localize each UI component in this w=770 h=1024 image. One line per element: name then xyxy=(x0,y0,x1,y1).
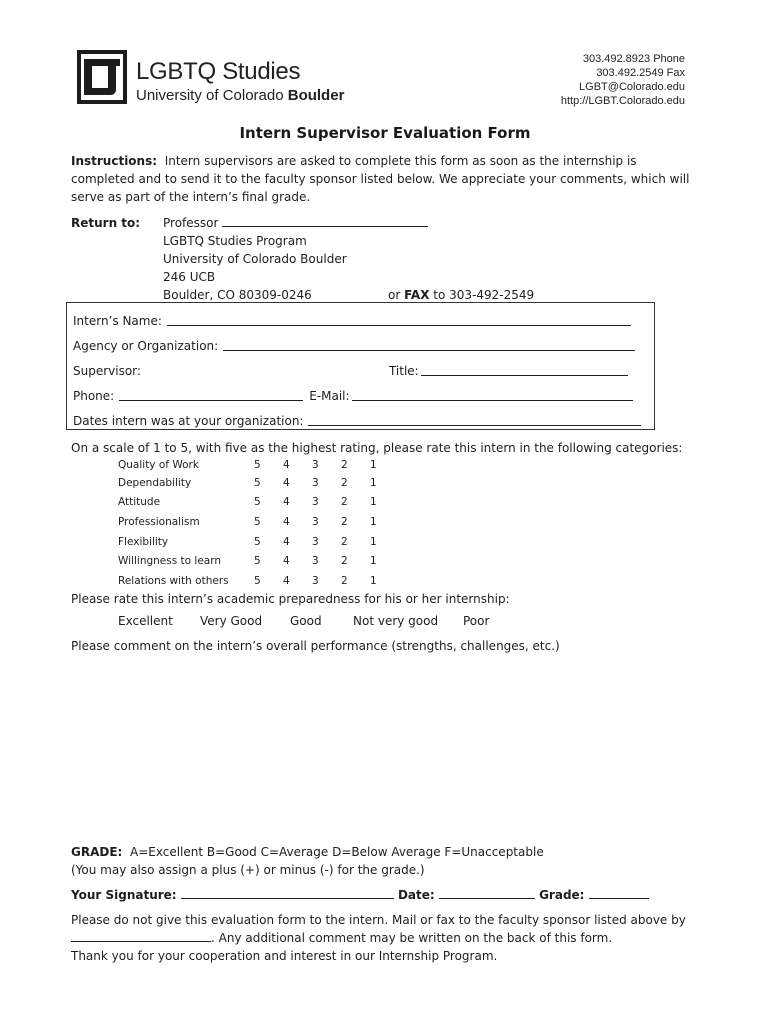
option-very-good[interactable]: Very Good xyxy=(200,614,263,628)
cu-logo-icon xyxy=(76,49,128,105)
option-poor[interactable]: Poor xyxy=(463,614,490,628)
rating-option[interactable]: 3 xyxy=(312,536,319,548)
dates-field[interactable] xyxy=(308,424,641,426)
rating-option[interactable]: 4 xyxy=(283,459,290,471)
rating-option[interactable]: 1 xyxy=(370,536,377,548)
rating-row xyxy=(118,493,399,511)
rating-category-label: Flexibility xyxy=(118,536,169,548)
rating-row xyxy=(118,552,399,570)
rating-option[interactable]: 5 xyxy=(254,459,261,471)
fax-note: or FAX to 303-492-2549 xyxy=(388,288,535,302)
rating-row xyxy=(118,533,399,551)
supervisor-row: Supervisor: Title: xyxy=(73,362,628,380)
preparedness-prompt: Please rate this intern’s academic preparedness for his or her internship: xyxy=(71,592,510,606)
contact-email[interactable]: LGBT@Colorado.edu xyxy=(579,81,685,93)
signature-row: Your Signature: Date: Grade: xyxy=(71,886,649,904)
date-field[interactable] xyxy=(439,887,535,899)
rating-option[interactable]: 5 xyxy=(254,516,261,528)
form-title: Intern Supervisor Evaluation Form xyxy=(239,124,531,142)
rating-option[interactable]: 2 xyxy=(341,575,348,587)
rating-option[interactable]: 4 xyxy=(283,496,290,508)
rating-row xyxy=(118,572,399,590)
rating-option[interactable]: 1 xyxy=(370,477,377,489)
rating-option[interactable]: 3 xyxy=(312,575,319,587)
rating-option[interactable]: 5 xyxy=(254,477,261,489)
professor-blank[interactable] xyxy=(222,215,428,227)
rating-option[interactable]: 4 xyxy=(283,516,290,528)
intern-name-row: Intern’s Name: xyxy=(73,312,631,330)
phone-row: Phone: E-Mail: xyxy=(73,387,633,405)
agency-row: Agency or Organization: xyxy=(73,337,635,355)
grade-note: (You may also assign a plus (+) or minus (-) for the grade.) xyxy=(71,863,425,877)
option-good[interactable]: Good xyxy=(290,614,322,628)
intern-info-box xyxy=(66,302,655,430)
contact-website[interactable]: http://LGBT.Colorado.edu xyxy=(560,95,685,107)
title-field[interactable] xyxy=(421,374,628,376)
rating-option[interactable]: 2 xyxy=(341,516,348,528)
rating-option[interactable]: 3 xyxy=(312,496,319,508)
rating-option[interactable]: 2 xyxy=(341,459,348,471)
option-excellent[interactable]: Excellent xyxy=(118,614,173,628)
contact-fax: 303.492.2549 Fax xyxy=(596,67,685,79)
rating-option[interactable]: 3 xyxy=(312,516,319,528)
return-address: Professor LGBTQ Studies Program University of Colorado Boulder 246 UCB Boulder, CO 80309-0246 xyxy=(163,214,428,304)
preparedness-options xyxy=(118,612,489,630)
rating-option[interactable]: 4 xyxy=(283,575,290,587)
rating-option[interactable]: 5 xyxy=(254,496,261,508)
grade-scale: GRADE: A=Excellent B=Good C=Average D=Below Average F=Unacceptable xyxy=(71,845,544,859)
rating-option[interactable]: 3 xyxy=(312,459,319,471)
rating-row xyxy=(118,513,399,531)
rating-option[interactable]: 5 xyxy=(254,536,261,548)
closing-text: Please do not give this evaluation form to the intern. Mail or fax to the faculty sponsor listed above by . Any additional comment may be written on the back of this form. Thank you for your cooperation and interest in our Internship Program. xyxy=(71,913,686,963)
rating-option[interactable]: 1 xyxy=(370,575,377,587)
rating-option[interactable]: 2 xyxy=(341,536,348,548)
intern-name-field[interactable] xyxy=(167,324,631,326)
rating-option[interactable]: 2 xyxy=(341,496,348,508)
rating-option[interactable]: 1 xyxy=(370,516,377,528)
phone-field[interactable] xyxy=(119,399,303,401)
rating-option[interactable]: 1 xyxy=(370,555,377,567)
rating-category-label: Quality of Work xyxy=(118,459,199,471)
instructions: Instructions: Intern supervisors are asked to complete this form as soon as the internship is completed and to send it to the faculty sponsor listed below. We appreciate your comments, which will serve as part of the intern’s final grade. xyxy=(71,154,690,204)
rating-row xyxy=(118,474,399,492)
professor-label: Professor xyxy=(163,216,219,230)
comment-area[interactable] xyxy=(71,662,701,832)
comment-prompt: Please comment on the intern’s overall performance (strengths, challenges, etc.) xyxy=(71,639,560,653)
rating-option[interactable]: 2 xyxy=(341,477,348,489)
logo-title: LGBTQ Studies xyxy=(136,58,301,85)
rating-option[interactable]: 5 xyxy=(254,575,261,587)
signature-field[interactable] xyxy=(181,887,394,899)
logo-university: University of Colorado Boulder xyxy=(136,87,345,104)
rating-category-label: Relations with others xyxy=(118,575,229,587)
rating-option[interactable]: 5 xyxy=(254,555,261,567)
rating-option[interactable]: 2 xyxy=(341,555,348,567)
deadline-field[interactable] xyxy=(71,930,211,942)
rating-option[interactable]: 4 xyxy=(283,536,290,548)
option-not-very-good[interactable]: Not very good xyxy=(353,614,439,628)
dates-row: Dates intern was at your organization: xyxy=(73,412,641,430)
grade-field[interactable] xyxy=(589,887,649,899)
rating-option[interactable]: 4 xyxy=(283,555,290,567)
contact-block xyxy=(561,52,685,108)
rating-option[interactable]: 4 xyxy=(283,477,290,489)
email-field[interactable] xyxy=(352,399,633,401)
rating-option[interactable]: 3 xyxy=(312,477,319,489)
rating-row xyxy=(118,456,399,474)
contact-phone: 303.492.8923 Phone xyxy=(582,53,685,65)
agency-field[interactable] xyxy=(223,349,635,351)
rating-intro: On a scale of 1 to 5, with five as the highest rating, please rate this intern in the following categories: xyxy=(71,441,683,455)
rating-category-label: Willingness to learn xyxy=(118,555,222,567)
rating-category-label: Attitude xyxy=(118,496,161,508)
rating-option[interactable]: 1 xyxy=(370,459,377,471)
rating-option[interactable]: 1 xyxy=(370,496,377,508)
rating-category-label: Professionalism xyxy=(118,516,200,528)
rating-option[interactable]: 3 xyxy=(312,555,319,567)
return-label: Return to: xyxy=(71,216,141,230)
rating-category-label: Dependability xyxy=(118,477,192,489)
